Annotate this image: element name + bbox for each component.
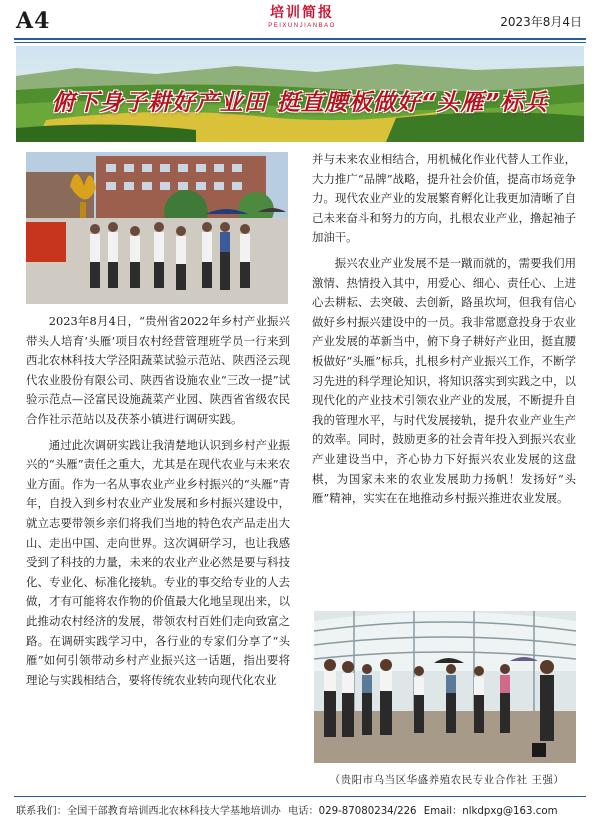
page-number: A4 [16,8,51,34]
footer-divider [14,796,586,797]
article-paragraph: 通过此次调研实践让我清楚地认识到乡村产业振兴的“头雁”责任之重大，尤其是在现代农业与未来农业方面。作为一名从事农业产业乡村振兴的“头雁”青年，自投入到乡村农业产业发展和乡村振兴建设中，就立志要带领乡亲们将我们当地的特色农产品走出大山、走出中国、走向世界。这次调研学习，也让我感受到了科技的力量，未来的农业产业必然是要与科技化、专业化、标准化接轨。专业的事交给专业的人去做，才有可能将农作物的价值最大化地呈现出来，以此推动农村经济的发展，带领农村百姓们走向致富之路。在调研实践学习中，各行业的专家们分享了“头雁”如何引领带动乡村产业振兴这一话题，指出要将理论与实践相结合，要将传统农业转向现代化农业 [26,437,290,687]
header-divider [14,38,586,40]
article-left-column [26,312,290,690]
footer-email[interactable]: Email：nlkdpxg@163.com [423,806,558,817]
issue-date: 2023年8月4日 [500,15,582,29]
header-divider-thin [14,42,586,43]
footer-contact: 联系我们：全国干部教育培训西北农林科技大学基地培训办 [16,806,281,817]
logo-subtitle: PEIXUNJIANBAO [268,23,336,29]
greenhouse-photo [314,611,576,763]
page-header [0,0,600,42]
article-paragraph: 并与未来农业相结合，用机械化作业代替人工作业，大力推广“品牌”战略，提升社会价值，提高市场竞争力。现代农业产业的发展繁育孵化让我更加清晰了自己未来奋斗和努力的方向，扎根农业产业，撸起袖子加油干。 [312,152,576,245]
photo-caption: （贵阳市乌当区华盛养殖农民专业合作社 王强） [329,774,565,786]
newsletter-logo [259,4,345,34]
article-paragraph: 振兴农业产业发展不是一蹴而就的，需要我们用激情、热情投入其中，用爱心、细心、责任心、上进心去耕耘、去突破、去创新，路虽坎坷，但我有信心做好乡村振兴建设中的一员。我非常愿意投身于农业产业发展的革新当中，俯下身子耕好产业田，挺直腰板做好“头雁”标兵，扎根乡村产业振兴工作，不断学习先进的科学理论知识，将知识落实到实践之中，以现代化的产业技术引领农业产业的发展，不断提升自我的管理水平，与时代发展接轨，提升农业产业生产的效率。同时，鼓励更多的社会青年投入到振兴农业产业建设当中，齐心协力下好振兴农业发展的这盘棋，为国家未来的农业发展助力扬帆！发扬好“头雁”精神，实实在在地推动乡村振兴推进农业发展。 [312,255,576,506]
headline-banner [16,46,584,142]
article-right-column [312,150,576,509]
logo-title: 培训简报 [270,5,334,21]
article-paragraph: 2023年8月4日，“贵州省2022年乡村产业振兴带头人培育‘头雁’项目农村经营管理班学员一行来到西北农林科技大学泾阳蔬菜试验示范站、陕西泾云现代农业股份有限公司、陕西省设施农业“三改一提”试验示范点—泾富民设施蔬菜产业园、陕西省省级农民合作社示范站以及茯茶小镇进行调研实践。 [26,314,290,426]
footer-phone: 电话：029-87080234/226 [288,806,417,817]
article-headline: 俯下身子耕好产业田 挺直腰板做好“头雁”标兵 [51,90,549,116]
campus-visit-photo [26,152,288,304]
page-footer [16,802,586,817]
